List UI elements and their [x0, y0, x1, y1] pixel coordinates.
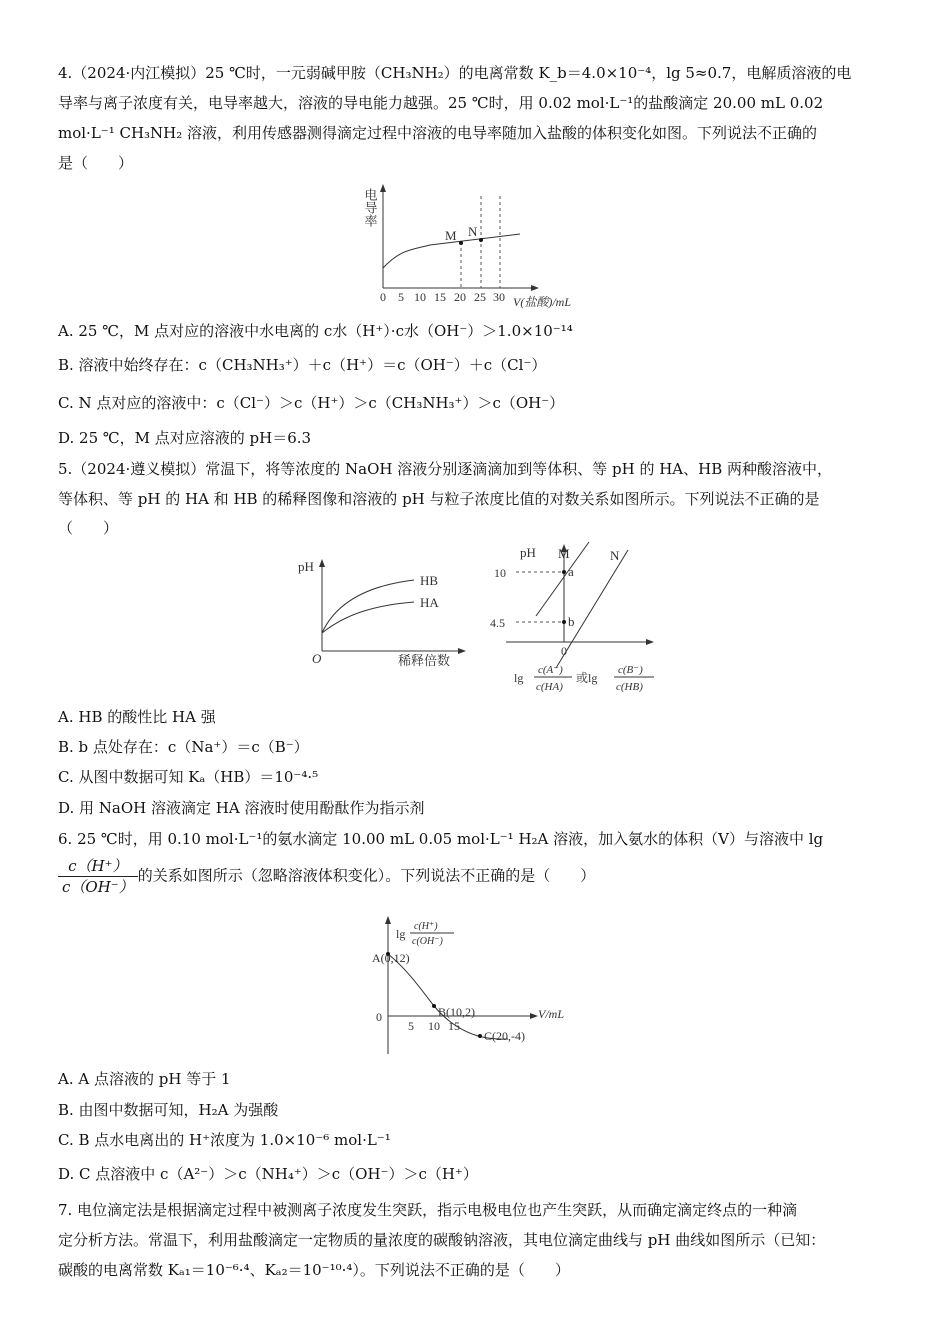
- q6-ylabel-den: c(OH⁻): [412, 936, 443, 947]
- q6-stem-line-2: [58, 856, 595, 897]
- q5r-label-b: b: [568, 614, 575, 629]
- q5l-curve-hb: [322, 580, 414, 633]
- q6-label-c: C(20,-4): [484, 1029, 525, 1043]
- q5r-ytick-45: 4.5: [490, 616, 505, 630]
- q5-stem-line-2: 等体积、等 pH 的 HA 和 HB 的稀释图像和溶液的 pH 与粒子浓度比值的对数关系如图所示。下列说法不正确的是: [58, 490, 820, 508]
- q5r-point-a: [562, 570, 566, 574]
- q6-frac-num: c（H⁺）: [58, 856, 138, 877]
- q5-option-a[interactable]: A. HB 的酸性比 HA 强: [58, 708, 216, 726]
- q6-option-d[interactable]: D. C 点溶液中 c（A²⁻）＞c（NH₄⁺）＞c（OH⁻）＞c（H⁺）: [58, 1165, 478, 1183]
- q6-stem-line-1: 6. 25 ℃时，用 0.10 mol·L⁻¹的氨水滴定 10.00 mL 0.05 mol·L⁻¹ H₂A 溶液，加入氨水的体积（V）与溶液中 lg: [58, 830, 824, 848]
- q6-tick-10: 10: [428, 1019, 440, 1033]
- q4-xlabel: V(盐酸)/mL: [513, 295, 571, 309]
- q4-stem-line-2: 导率与离子浓度有关，电导率越大，溶液的导电能力越强。25 ℃时，用 0.02 mol·L⁻¹的盐酸滴定 20.00 mL 0.02: [58, 94, 824, 112]
- q4-option-b[interactable]: B. 溶液中始终存在：c（CH₃NH₃⁺）＋c（H⁺）＝c（OH⁻）＋c（Cl⁻）: [58, 356, 547, 374]
- q4-tick-25: 25: [474, 290, 486, 304]
- q5-dilution-chart: [292, 555, 472, 675]
- q5-stem-line-3: （ ）: [58, 519, 119, 537]
- q6-frac-den: c（OH⁻）: [62, 878, 134, 896]
- q5r-xlabel-num1: c(A⁻): [538, 664, 563, 676]
- q5l-curve-ha: [322, 602, 414, 633]
- q6-tick-5: 5: [408, 1019, 414, 1033]
- q4-tick-10: 10: [414, 290, 426, 304]
- q5l-label-hb: HB: [420, 573, 439, 588]
- q6-point-c: [478, 1034, 482, 1038]
- q6-option-a[interactable]: A. A 点溶液的 pH 等于 1: [58, 1070, 231, 1088]
- q4-tick-5: 5: [398, 290, 404, 304]
- q4-stem-line-4: 是（ ）: [58, 154, 134, 172]
- q5r-label-m: M: [558, 546, 570, 561]
- q5-ph-log-chart: [484, 542, 674, 697]
- q6-stem-tail: 的关系如图所示（忽略溶液体积变化）。下列说法不正确的是（ ）: [137, 866, 596, 885]
- q4-tick-15: 15: [434, 290, 446, 304]
- q5r-ylabel: pH: [520, 545, 536, 560]
- q7-stem-line-3: 碳酸的电离常数 Kₐ₁＝10⁻⁶·⁴、Kₐ₂＝10⁻¹⁰·⁴）。下列说法不正确的是（ ）: [58, 1261, 570, 1279]
- q5r-xlabel-den1: c(HA): [536, 681, 563, 693]
- q6-x-arrow: [530, 1013, 538, 1019]
- q6-option-b[interactable]: B. 由图中数据可知，H₂A 为强酸: [58, 1101, 279, 1119]
- q7-stem-line-2: 定分析方法。常温下，利用盐酸滴定一定物质的量浓度的碳酸钠溶液，其电位滴定曲线与 pH 曲线如图所示（已知：: [58, 1231, 826, 1249]
- q4-option-d[interactable]: D. 25 ℃，M 点对应溶液的 pH＝6.3: [58, 429, 312, 447]
- q4-y-arrow: [380, 184, 386, 192]
- q5-option-b[interactable]: B. b 点处存在：c（Na⁺）＝c（B⁻）: [58, 738, 309, 756]
- q6-y-arrow: [385, 916, 391, 924]
- q4-tick-30: 30: [493, 290, 505, 304]
- q5r-label-n: N: [610, 548, 620, 563]
- q5r-xlabel-den2: c(HB): [616, 681, 643, 693]
- q4-label-n: N: [468, 224, 478, 239]
- q5-option-c[interactable]: C. 从图中数据可知 Kₐ（HB）＝10⁻⁴·⁵: [58, 768, 319, 786]
- q5r-label-a: a: [568, 564, 574, 579]
- q4-stem-line-1: 4.（2024·内江模拟）25 ℃时，一元弱碱甲胺（CH₃NH₂）的电离常数 K_b＝4.0×10⁻⁴，lg 5≈0.7，电解质溶液的电: [58, 64, 852, 82]
- q4-point-n: [479, 238, 483, 242]
- q6-label-b: B(10,2): [438, 1005, 475, 1019]
- q5r-xtick-0: 0: [561, 644, 567, 658]
- q4-stem-line-3: mol·L⁻¹ CH₃NH₂ 溶液，利用传感器测得滴定过程中溶液的电导率随加入盐酸的体积变化如图。下列说法不正确的: [58, 124, 818, 142]
- q4-x-arrow: [531, 285, 539, 291]
- q5r-xlabel-lg: lg: [514, 671, 524, 685]
- q4-tick-20: 20: [454, 290, 466, 304]
- q4-point-m: [459, 241, 463, 245]
- q6-xlabel: V/mL: [538, 1007, 565, 1021]
- q6-label-a: A(0,12): [372, 951, 410, 965]
- q4-option-c[interactable]: C. N 点对应的溶液中：c（Cl⁻）＞c（H⁺）＞c（CH₃NH₃⁺）＞c（OH⁻）: [58, 394, 565, 412]
- q7-stem-line-1: 7. 电位滴定法是根据滴定过程中被测离子浓度发生突跃，指示电极电位也产生突跃，从而确定滴定终点的一种滴: [58, 1201, 798, 1219]
- q6-ylabel-lg: lg: [396, 927, 406, 941]
- q6-point-b: [432, 1004, 436, 1008]
- q5l-x-arrow: [458, 648, 466, 654]
- q5r-xlabel-or: 或lg: [576, 671, 598, 685]
- q5l-ylabel: pH: [298, 559, 314, 574]
- q6-option-c[interactable]: C. B 点水电离出的 H⁺浓度为 1.0×10⁻⁶ mol·L⁻¹: [58, 1131, 391, 1149]
- q6-origin: 0: [376, 1010, 382, 1024]
- q5r-ytick-10: 10: [494, 566, 506, 580]
- q5-stem-line-1: 5.（2024·遵义模拟）常温下，将等浓度的 NaOH 溶液分别逐滴滴加到等体积、等 pH 的 HA、HB 两种酸溶液中，: [58, 460, 833, 478]
- q5l-origin: O: [312, 651, 322, 666]
- q5r-xlabel-num2: c(B⁻): [618, 664, 643, 676]
- q5r-x-arrow: [646, 639, 654, 645]
- q5r-point-b: [562, 620, 566, 624]
- q6-tick-15: 15: [448, 1019, 460, 1033]
- q4-tick-0: 0: [380, 290, 386, 304]
- q6-fraction: [58, 856, 138, 897]
- q4-label-m: M: [445, 228, 457, 243]
- q6-titration-chart: [368, 912, 578, 1060]
- q4-ylabel: 电导率: [362, 188, 378, 227]
- q4-option-a[interactable]: A. 25 ℃，M 点对应的溶液中水电离的 c水（H⁺）·c水（OH⁻）＞1.0×10⁻¹⁴: [58, 322, 573, 340]
- q4-conductivity-chart: [350, 180, 610, 315]
- q5l-y-arrow: [319, 559, 325, 567]
- q5l-xlabel: 稀释倍数: [398, 653, 451, 668]
- q5l-label-ha: HA: [420, 595, 439, 610]
- q5-option-d[interactable]: D. 用 NaOH 溶液滴定 HA 溶液时使用酚酞作为指示剂: [58, 799, 425, 817]
- q6-ylabel-num: c(H⁺): [414, 921, 438, 932]
